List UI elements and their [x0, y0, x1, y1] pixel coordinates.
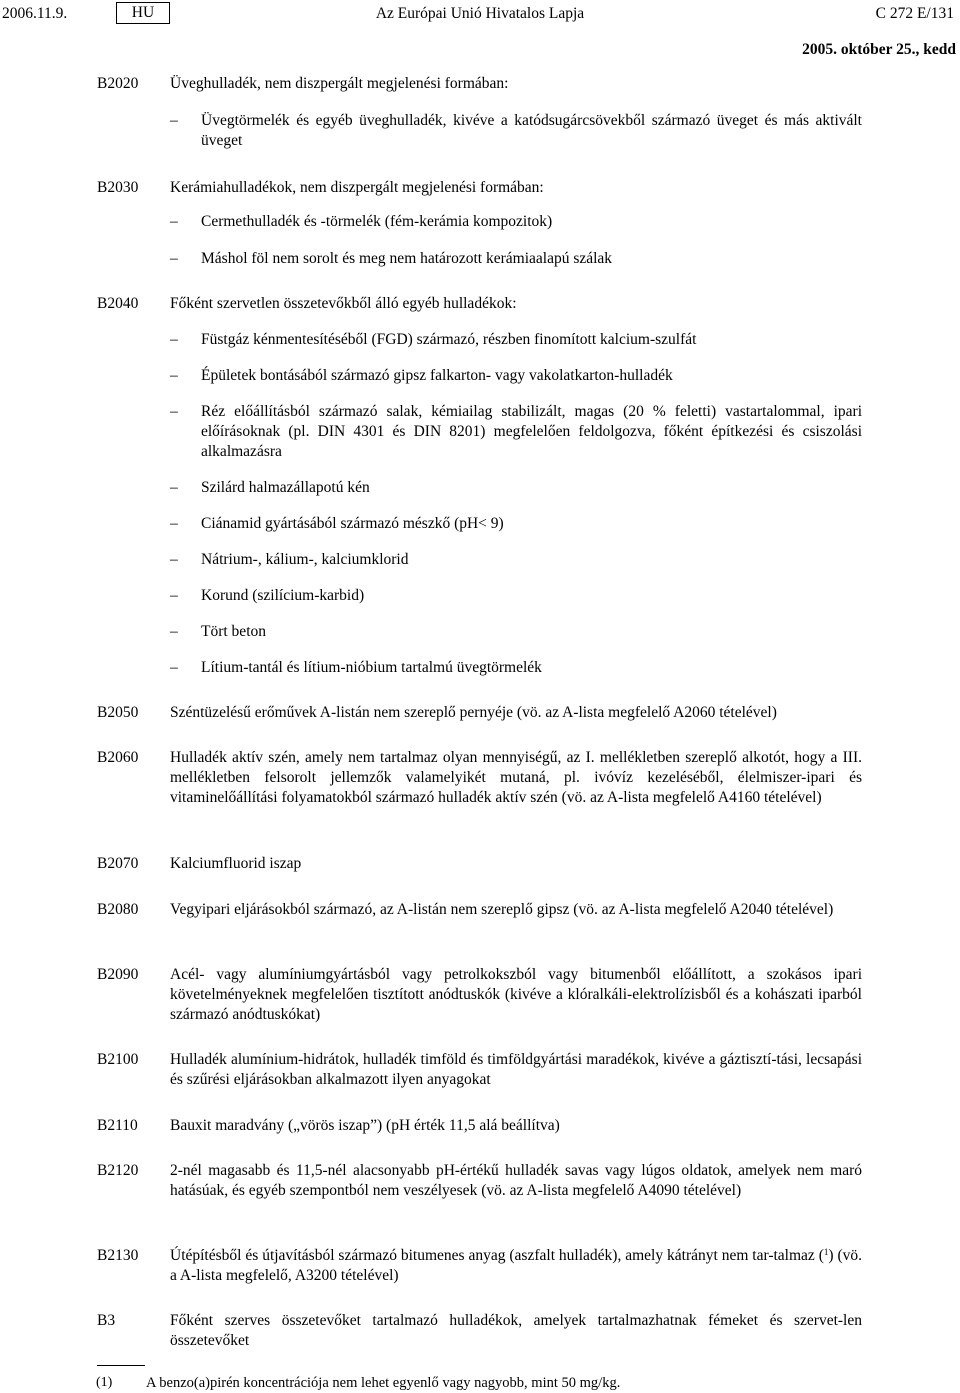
footnote-reference[interactable]: 1: [823, 1247, 829, 1257]
list-item: Tört beton: [201, 623, 266, 640]
footnote-divider: [97, 1365, 145, 1366]
list-item: Nátrium-, kálium-, kalciumklorid: [201, 551, 409, 568]
footnote-mark: (1): [96, 1375, 113, 1390]
entry-title: [170, 1246, 862, 1286]
footnote-text: A benzo(a)pirén koncentrációja nem lehet egyenlő vagy nagyobb, mint 50 mg/kg.: [146, 1375, 621, 1391]
entry-code: B2110: [97, 1117, 138, 1134]
entry-code: B3: [97, 1312, 116, 1329]
entry-code: B2020: [97, 75, 139, 92]
entry-title: Kalciumfluorid iszap: [170, 855, 302, 872]
entry-title-part: Útépítésből és útjavításból származó bitumenes anyag (aszfalt hulladék), amely kátrányt nem tar-talmaz (: [170, 1247, 824, 1264]
entry-title: 2-nél magasabb és 11,5-nél alacsonyabb pH-értékű hulladék savas vagy lúgos oldatok, amelyek nem maró hatásúak, és egyéb szempontból nem veszélyesek (vö. az A-lista megfelelő A4090 tételével): [170, 1162, 862, 1199]
publication-date: 2006.11.9.: [2, 5, 68, 22]
entry-code: B2090: [97, 966, 139, 983]
list-dash: –: [170, 587, 178, 604]
list-item: Épületek bontásából származó gipsz falkarton- vagy vakolatkarton-hulladék: [201, 367, 673, 384]
entry-code: B2040: [97, 295, 139, 312]
edition-date: 2005. október 25., kedd: [802, 41, 956, 58]
list-item: Korund (szilícium-karbid): [201, 587, 365, 604]
entry-title: Acél- vagy alumíniumgyártásból vagy petrolkokszból vagy bitumenből előállított, a szokásos ipari követelményeknek megfelelően tisztított anódtuskók (kivéve a klóralkáli-elektrolízisből és a kohászati iparból származó anódtuskókat): [170, 966, 862, 1023]
list-item: Szilárd halmazállapotú kén: [201, 479, 370, 496]
list-dash: –: [170, 515, 178, 532]
entry-title: Hulladék aktív szén, amely nem tartalmaz olyan mennyiségű, az I. mellékletben szereplő alkotót, hogy a III. mellékletben felsorolt jellemzők valamelyikét mutaná, pl. ivóvíz kezeléséből, élelmiszer-ipari és vitaminelőállítási folyamatokból származó hulladék aktív szén (vö. az A-lista megfelelő A4160 tételével): [170, 749, 862, 806]
entry-code: B2130: [97, 1247, 139, 1264]
entry-title: Főként szervetlen összetevőkből álló egyéb hulladékok:: [170, 295, 517, 312]
entry-title: Üveghulladék, nem diszpergált megjelenési formában:: [170, 75, 509, 92]
entry-title: Vegyipari eljárásokból származó, az A-listán nem szereplő gipsz (vö. az A-lista megfelelő A2040 tételével): [170, 901, 834, 918]
list-dash: –: [170, 479, 178, 496]
list-dash: –: [170, 213, 178, 230]
entry-code: B2070: [97, 855, 139, 872]
entry-title: Bauxit maradvány („vörös iszap”) (pH érték 11,5 alá beállítva): [170, 1117, 560, 1134]
journal-title: Az Európai Unió Hivatalos Lapja: [375, 5, 585, 22]
list-dash: –: [170, 367, 178, 384]
list-dash: –: [170, 250, 178, 267]
list-item: Máshol föl nem sorolt és meg nem határozott kerámiaalapú szálak: [201, 250, 613, 267]
entry-code: B2050: [97, 704, 139, 721]
page-reference: C 272 E/131: [875, 5, 954, 22]
list-item: Üvegtörmelék és egyéb üveghulladék, kivéve a katódsugárcsövekből származó üveget és más aktivált üveget: [201, 112, 862, 149]
entry-code: B2120: [97, 1162, 139, 1179]
entry-title: Kerámiahulladékok, nem diszpergált megjelenési formában:: [170, 179, 544, 196]
entry-code: B2080: [97, 901, 139, 918]
language-code-box: HU: [116, 2, 170, 24]
entry-code: B2100: [97, 1051, 139, 1068]
list-dash: –: [170, 331, 178, 348]
entry-title: Széntüzelésű erőművek A-listán nem szereplő pernyéje (vö. az A-lista megfelelő A2060 tételével): [170, 704, 777, 721]
entry-title: Főként szerves összetevőket tartalmazó hulladékok, amelyek tartalmazhatnak fémeket és szervet-len összetevőket: [170, 1312, 862, 1349]
list-dash: –: [170, 551, 178, 568]
entry-code: B2030: [97, 179, 139, 196]
list-dash: –: [170, 623, 178, 640]
entry-code: B2060: [97, 749, 139, 766]
list-item: Cermethulladék és -törmelék (fém-kerámia kompozitok): [201, 213, 553, 230]
list-dash: –: [170, 659, 178, 676]
list-item: Ciánamid gyártásából származó mészkő (pH< 9): [201, 515, 504, 532]
list-dash: –: [170, 403, 178, 420]
entry-title-part: ) (vö. a A-lista megfelelő, A3200 tételével): [170, 1247, 862, 1284]
list-item: Lítium-tantál és lítium-nióbium tartalmú üvegtörmelék: [201, 659, 542, 676]
list-dash: –: [170, 112, 178, 129]
list-item: Réz előállításból származó salak, kémiailag stabilizált, magas (20 % feletti) vastartalommal, ipari előírásoknak (pl. DIN 4301 és DIN 8201) megfelelően feldolgozva, főként építkezési és csiszolási alkalmazásra: [201, 403, 862, 460]
entry-title: Hulladék alumínium-hidrátok, hulladék timföld és timföldgyártási maradékok, kivéve a gáztisztí-tási, lecsapási és szűrési eljárásokban alkalmazott ilyen anyagokat: [170, 1051, 862, 1088]
list-item: Füstgáz kénmentesítéséből (FGD) származó, részben finomított kalcium-szulfát: [201, 331, 697, 348]
